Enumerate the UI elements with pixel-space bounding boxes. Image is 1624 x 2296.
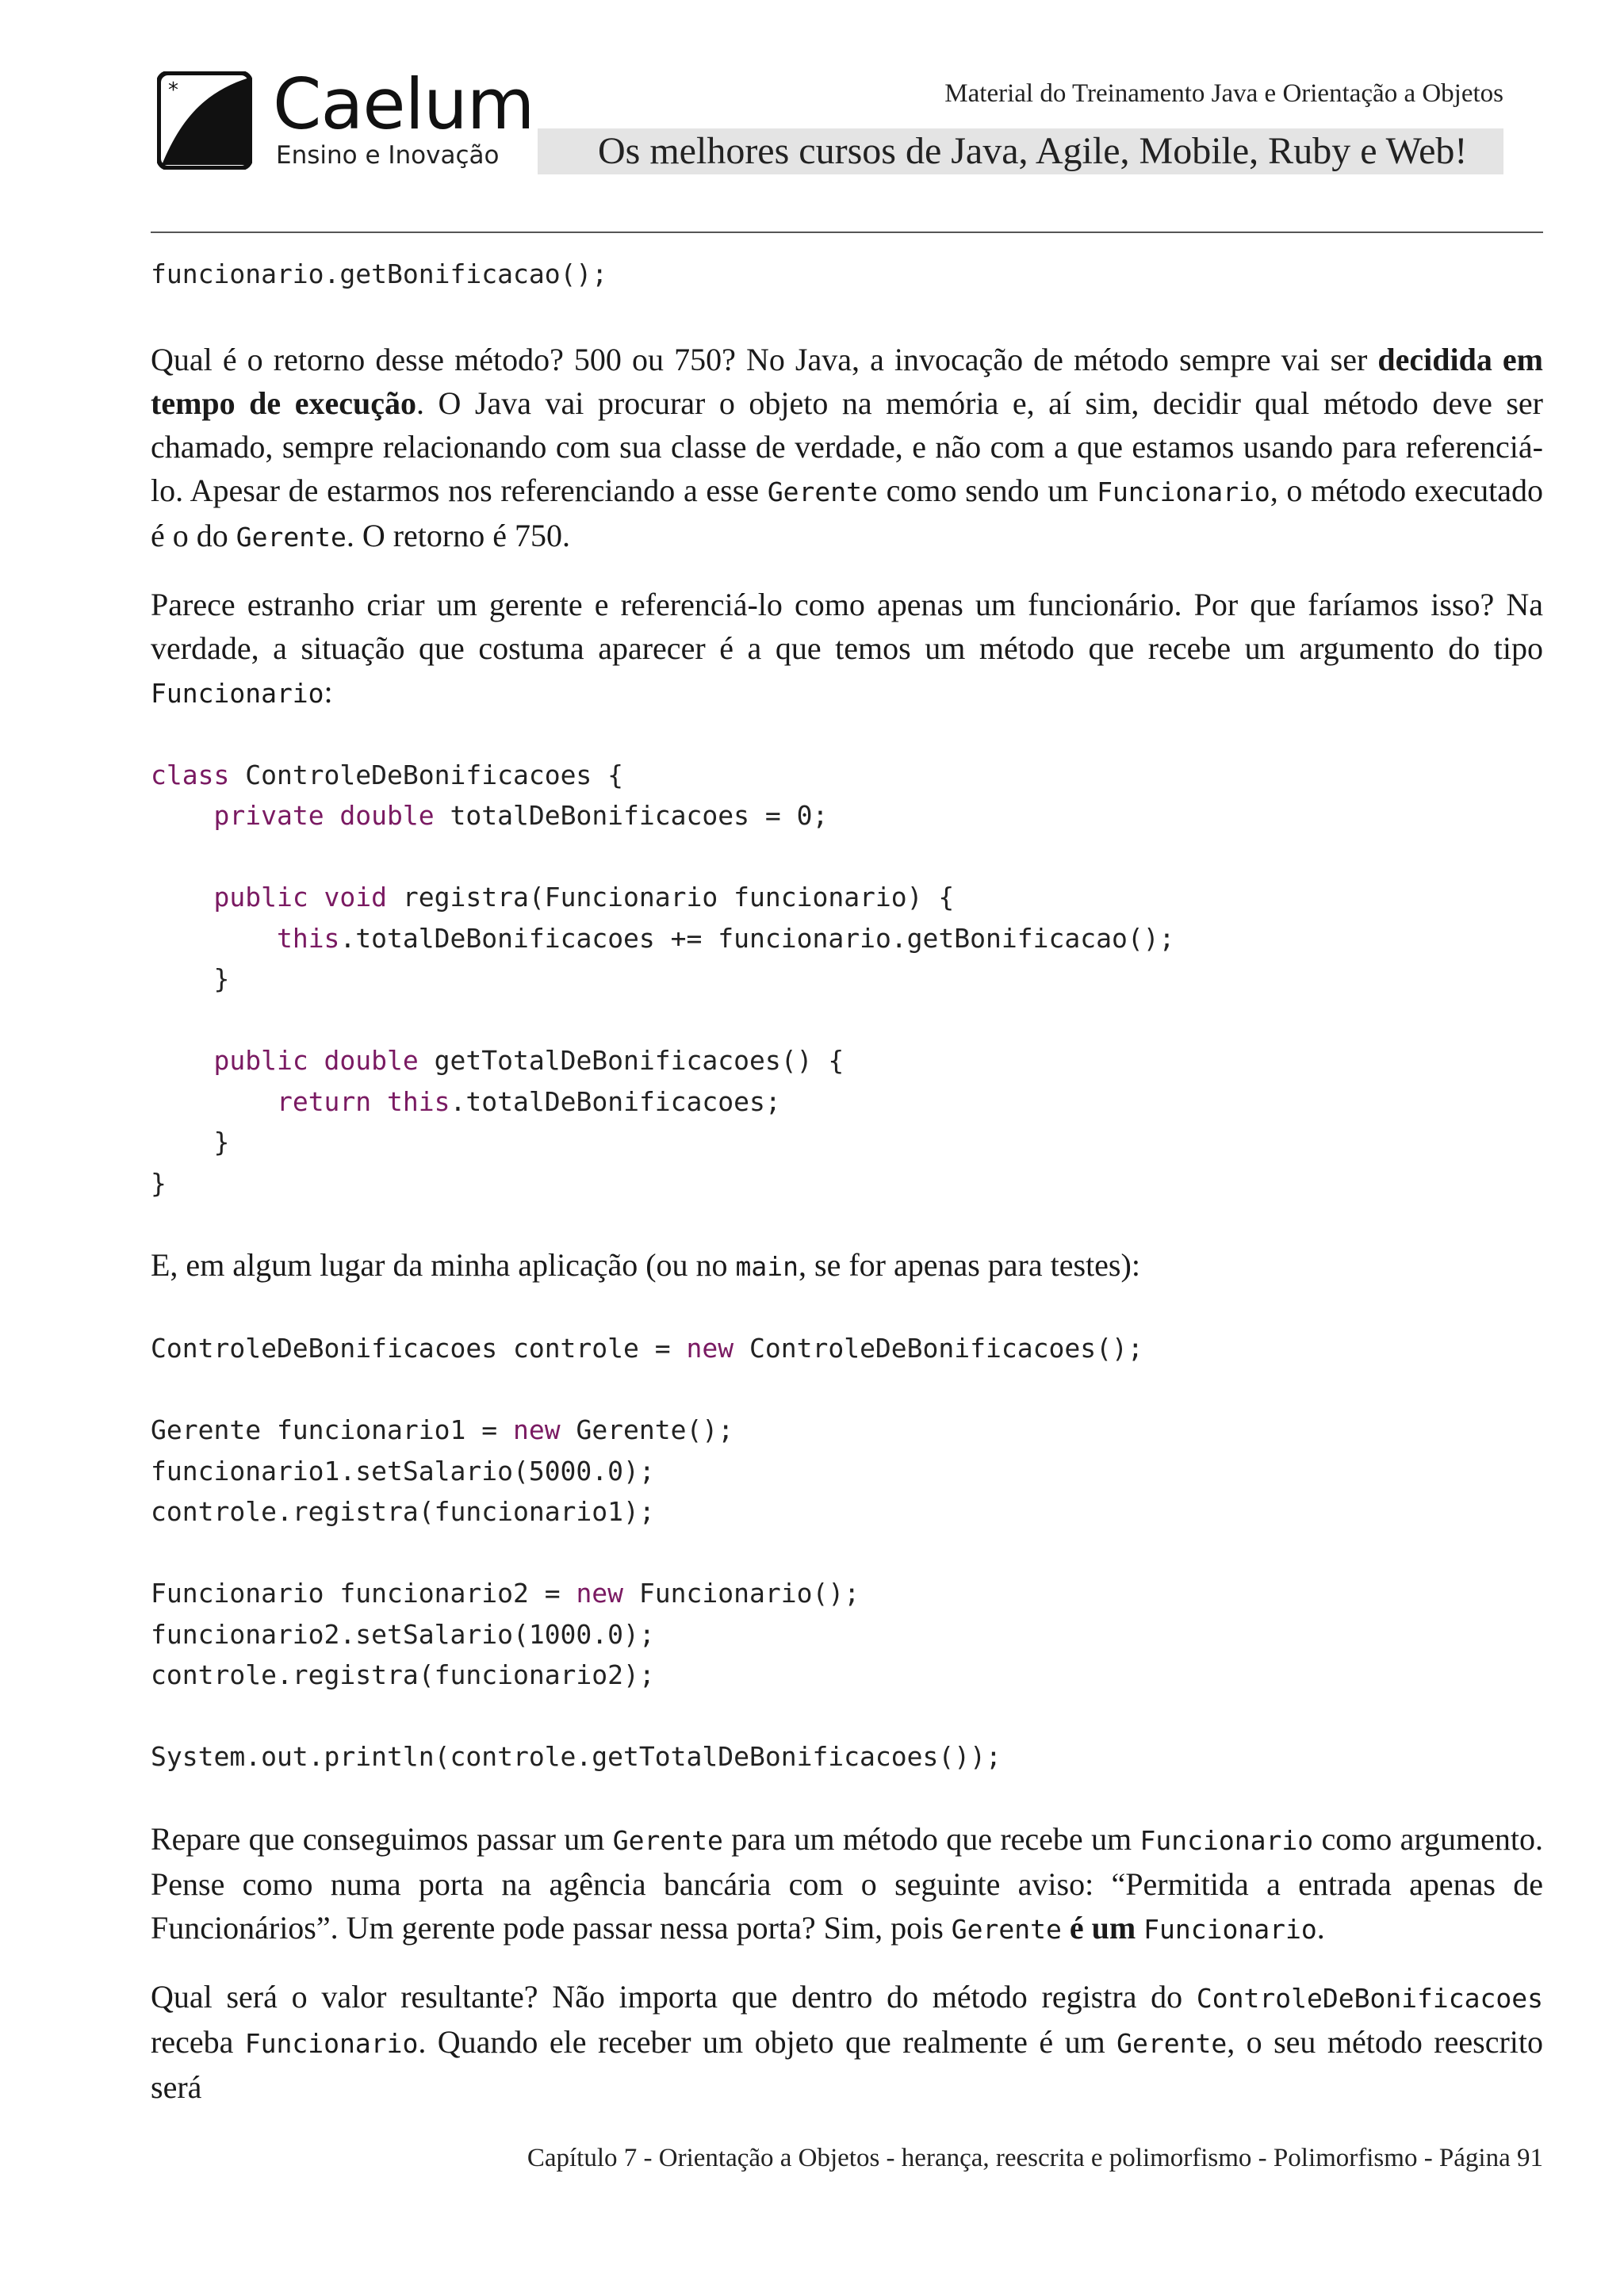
keyword: new [512,1414,561,1445]
code-text: controle.registra(funcionario2); [151,1659,655,1690]
inline-code: Gerente [767,476,878,507]
keyword: this [276,922,340,954]
inline-code: ControleDeBonificacoes [1196,1982,1543,2014]
text-span: . [1316,1909,1325,1946]
material-title: Material do Treinamento Java e Orientação a Objetos [944,79,1503,108]
keyword: public double [213,1045,419,1076]
code-line: funcionario.getBonificacao(); [151,258,608,289]
keyword: class [151,759,230,790]
paragraph-2 [151,583,1543,715]
code-text: ControleDeBonificacoes controle = [151,1333,687,1364]
code-text: Gerente funcionario1 = [151,1414,513,1445]
inline-code: Gerente [951,1913,1062,1945]
keyword: this [387,1085,450,1117]
code-text: } [151,1167,167,1199]
code-text: Gerente(); [560,1414,734,1445]
header-banner [538,128,1503,174]
inline-code: Gerente [236,521,347,553]
code-text: funcionario2.setSalario(1000.0); [151,1618,655,1650]
text-span: Qual é o retorno desse método? 500 ou 750? No Java, a invocação de método sempre vai ser [151,341,1378,377]
text-span: , se for apenas para testes): [799,1247,1140,1283]
paragraph-3 [151,1243,1543,1288]
text-span: E, em algum lugar da minha aplicação (ou no [151,1247,736,1283]
code-text: } [213,1127,230,1158]
text-span: . Quando ele receber um objeto que realmente é um [418,2023,1117,2060]
text-span: como sendo um [877,472,1097,508]
code-block-usage [151,1328,1543,1777]
inline-code: main [735,1251,799,1282]
text-span: como argumento. Pense como numa porta na agência bancária com o seguinte aviso: “Permitida a entrada apenas de Funcionários”. Um gerente pode passar nessa porta? Sim, pois [151,1820,1544,1946]
code-text: funcionario1.setSalario(5000.0); [151,1455,655,1487]
caelum-logo-mark-icon [157,71,252,170]
keyword: public void [213,882,388,913]
code-text: controle.registra(funcionario1); [151,1496,655,1527]
paragraph-4 [151,1817,1543,1951]
code-text: } [213,963,230,994]
text-span: : [324,673,333,710]
bold-text: é um [1069,1909,1136,1946]
paragraph-1 [151,338,1543,559]
caelum-logo [157,63,534,176]
code-text: registra(Funcionario funcionario) { [387,882,955,913]
text-span: Parece estranho criar um gerente e referenciá-lo como apenas um funcionário. Por que faríamos isso? Na verdade, a situação que costuma aparecer é a que temos um método que recebe um argumento do tipo [151,586,1543,666]
header-divider [151,232,1543,233]
keyword: new [576,1578,624,1609]
inline-code: Funcionario [1097,476,1270,507]
keyword: private double [213,800,435,831]
text-span: . O Java vai procurar o objeto na memória e, aí sim, decidir qual método deve ser chamado, sempre relacionando com sua classe de verdade, e não com a que estamos usando para referenciá-lo. Apesar de estarmos nos referenciando a esse [151,385,1543,508]
code-text: ControleDeBonificacoes { [229,759,624,790]
inline-code: Funcionario [244,2027,419,2059]
inline-code: Gerente [1116,2027,1228,2059]
code-text: System.out.println(controle.getTotalDeBonificacoes()); [151,1741,1002,1772]
keyword: new [686,1333,734,1364]
code-text: .totalDeBonificacoes; [450,1085,781,1117]
paragraph-5 [151,1975,1543,2109]
code-text: getTotalDeBonificacoes() { [418,1045,845,1076]
code-text: ControleDeBonificacoes(); [733,1333,1143,1364]
inline-code: Funcionario [1143,1913,1317,1945]
code-text: Funcionario(); [623,1578,860,1609]
text-span: . O retorno é 750. [346,517,570,553]
inline-code: Funcionario [151,677,324,709]
page-footer: Capítulo 7 - Orientação a Objetos - herança, reescrita e polimorfismo - Polimorfismo - Página 91 [527,2144,1543,2172]
text-span: , o método executado é o do [151,472,1543,553]
svg-text:*: * [168,78,178,102]
text-span: , o seu método reescrito será [151,2023,1544,2105]
inline-code: Gerente [612,1824,723,1856]
code-text: totalDeBonificacoes = 0; [434,800,829,831]
code-block-controle-class [151,755,1543,1204]
keyword: return [276,1085,372,1117]
bold-text: decidida em tempo de execução [151,341,1543,421]
text-span: Repare que conseguimos passar um [151,1820,613,1857]
code-text: Funcionario funcionario2 = [151,1578,576,1609]
inline-code: Funcionario [1139,1824,1314,1856]
text-span: para um método que recebe um [722,1820,1140,1857]
text-span: receba [151,2023,245,2060]
text-span: Qual será o valor resultante? Não importa que dentro do método registra do [151,1978,1197,2015]
header-banner-text: Os melhores cursos de Java, Agile, Mobile, Ruby e Web! [598,130,1468,172]
page-content [151,254,1543,2109]
logo-tagline: Ensino e Inovação [276,141,500,170]
code-text: .totalDeBonificacoes += funcionario.getBonificacao(); [339,922,1175,954]
logo-name: Caelum [273,63,534,145]
code-snippet-top [151,254,1543,295]
